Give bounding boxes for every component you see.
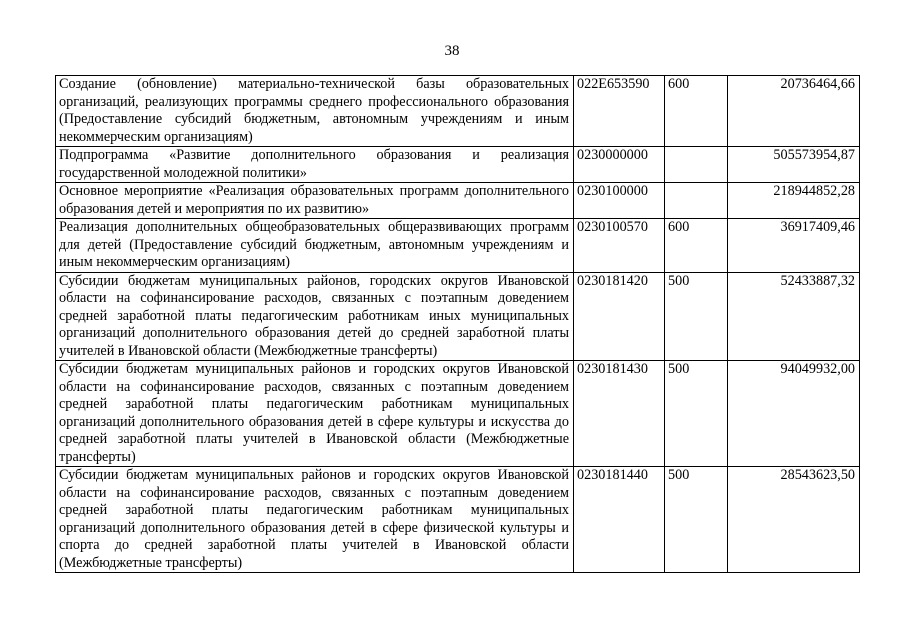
table-row (56, 272, 860, 361)
row-target-code: 0230181430 (574, 361, 665, 467)
row-expense-type (665, 183, 728, 219)
row-amount: 20736464,66 (728, 76, 860, 147)
table-row (56, 361, 860, 467)
row-description: Основное мероприятие «Реализация образовательных программ дополнительного образования детей и мероприятия по их развитию» (56, 183, 574, 219)
table-row (56, 219, 860, 273)
row-expense-type: 600 (665, 76, 728, 147)
row-amount: 218944852,28 (728, 183, 860, 219)
table-row (56, 147, 860, 183)
row-amount: 52433887,32 (728, 272, 860, 361)
table-row (56, 183, 860, 219)
row-expense-type: 500 (665, 361, 728, 467)
row-description: Создание (обновление) материально-технической базы образовательных организаций, реализующих программы среднего профессионального образования (Предоставление субсидий бюджетным, автономным учреждениям и иным некоммерческим организациям) (56, 76, 574, 147)
row-target-code: 0230000000 (574, 147, 665, 183)
page-number: 38 (444, 43, 460, 59)
row-description: Подпрограмма «Развитие дополнительного образования и реализация государственной молодежной политики» (56, 147, 574, 183)
table-row (56, 467, 860, 573)
row-amount: 94049932,00 (728, 361, 860, 467)
row-target-code: 0230100570 (574, 219, 665, 273)
row-amount: 36917409,46 (728, 219, 860, 273)
row-description: Субсидии бюджетам муниципальных районов и городских округов Ивановской области на софинансирование расходов, связанных с поэтапным доведением средней заработной платы педагогическим работникам муниципальных организаций дополнительного образования детей в сфере культуры и искусства до средней заработной платы учителей в Ивановской области (Межбюджетные трансферты) (56, 361, 574, 467)
row-expense-type: 600 (665, 219, 728, 273)
row-expense-type: 500 (665, 272, 728, 361)
row-description: Реализация дополнительных общеобразовательных общеразвивающих программ для детей (Предоставление субсидий бюджетным, автономным учреждениям и иным некоммерческим организациям) (56, 219, 574, 273)
budget-table (55, 75, 860, 573)
row-target-code: 0230100000 (574, 183, 665, 219)
table-row (56, 76, 860, 147)
row-expense-type: 500 (665, 467, 728, 573)
row-target-code: 0230181440 (574, 467, 665, 573)
table-body (56, 76, 860, 573)
row-expense-type (665, 147, 728, 183)
row-amount: 28543623,50 (728, 467, 860, 573)
row-target-code: 022Е653590 (574, 76, 665, 147)
row-description: Субсидии бюджетам муниципальных районов и городских округов Ивановской области на софинансирование расходов, связанных с поэтапным доведением средней заработной платы педагогическим работникам муниципальных организаций дополнительного образования детей в сфере физической культуры и спорта до средней заработной платы учителей в Ивановской области (Межбюджетные трансферты) (56, 467, 574, 573)
row-amount: 505573954,87 (728, 147, 860, 183)
row-description: Субсидии бюджетам муниципальных районов, городских округов Ивановской области на софинансирование расходов, связанных с поэтапным доведением средней заработной платы педагогическим работникам иных муниципальных организаций дополнительного образования детей до средней заработной платы учителей в Ивановской области (Межбюджетные трансферты) (56, 272, 574, 361)
row-target-code: 0230181420 (574, 272, 665, 361)
